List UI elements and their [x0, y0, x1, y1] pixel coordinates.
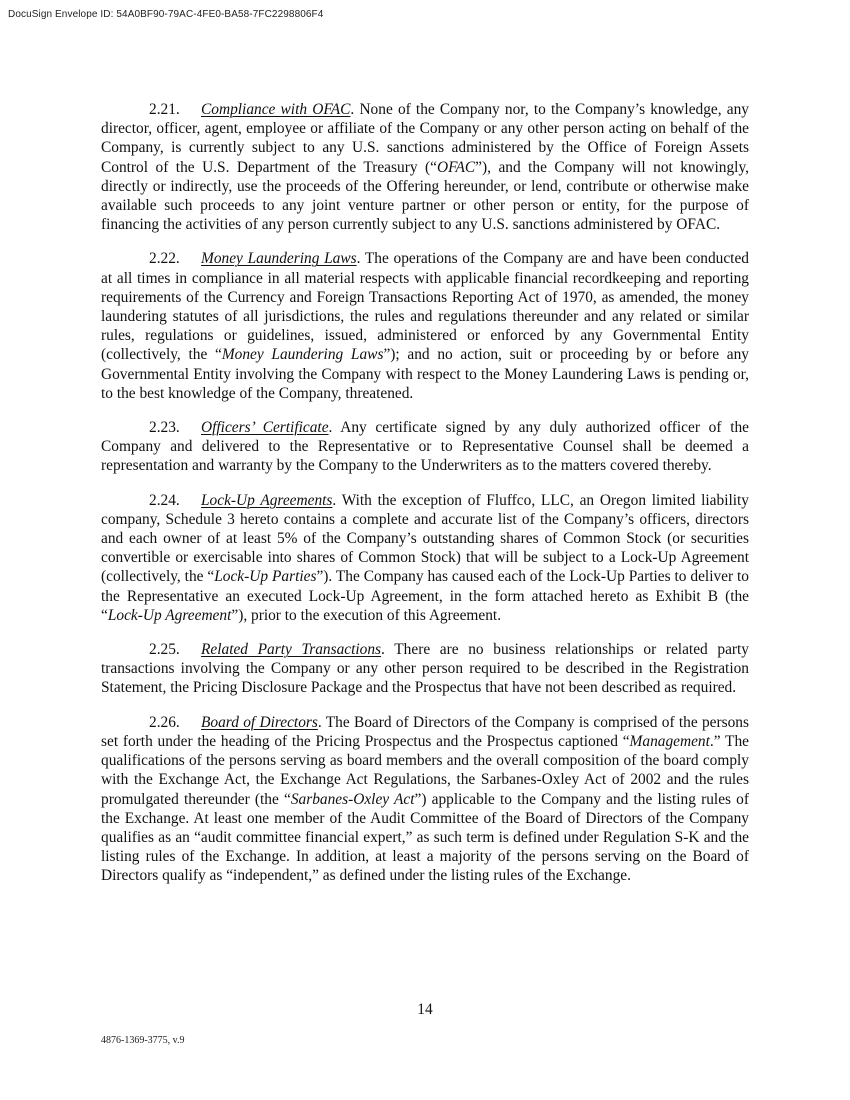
page-number: 14	[417, 1001, 433, 1018]
docusign-envelope-id: DocuSign Envelope ID: 54A0BF90-79AC-4FE0-BA58-7FC2298806F4	[8, 9, 324, 20]
section-2-26	[101, 713, 749, 886]
section-text: ”). The Company has caused each of the Lock-Up Parties to deliver to the Representative an executed Lock-Up Agreement, in the form attached hereto as Exhibit B (the “	[101, 568, 749, 624]
section-heading: Board of Directors	[201, 713, 318, 731]
section-text: . With the exception of Fluffco, LLC, an Oregon limited liability company, Schedule 3 hereto contains a complete and accurate list of the Company’s officers, directors and each owner of at least 5% of the Company’s outstanding shares of Common Stock (or securities convertible or exercisable into shares of Common Stock) that will be subject to a Lock-Up Agreement (collectively, the “	[101, 491, 749, 586]
section-text: . None of the Company nor, to the Company’s knowledge, any director, officer, agent, employee or affiliate of the Company or any other person acting on behalf of the Company, is currently subject to any U.S. sanctions administered by the Office of Foreign Assets Control of the U.S. Department of the Treasury (“	[101, 101, 749, 176]
section-text: . There are no business relationships or related party transactions involving the Company or any other person required to be described in the Registration Statement, the Pricing Disclosure Package and the Prospectus that have not been described as required.	[101, 641, 749, 697]
section-heading: Officers’ Certificate	[201, 419, 329, 437]
section-text: . The operations of the Company are and have been conducted at all times in compliance in all material respects with applicable financial recordkeeping and reporting requirements of the Currency and Foreign Transactions Reporting Act of 1970, as amended, the money laundering statutes of all jurisdictions, the rules and regulations thereunder and any related or similar rules, regulations or guidelines, issued, administered or enforced by any Governmental Entity (collectively, the “	[101, 250, 749, 364]
section-text: ”), and the Company will not knowingly, directly or indirectly, use the proceeds of the Offering hereunder, or lend, contribute or otherwise make available such proceeds to any joint venture partner or other person or entity, for the purpose of financing the activities of any person currently subject to any U.S. sanctions administered by OFAC.	[101, 158, 749, 234]
section-heading: Lock-Up Agreements	[201, 491, 333, 509]
section-2-25	[101, 640, 749, 698]
section-2-21	[101, 100, 749, 234]
section-heading: Related Party Transactions	[201, 641, 382, 659]
defined-term: Lock-Up Parties	[214, 568, 317, 586]
document-body	[101, 100, 749, 901]
section-heading: Money Laundering Laws	[201, 250, 357, 268]
section-heading: Compliance with OFAC	[201, 101, 351, 118]
section-number: 2.22.	[149, 250, 180, 268]
defined-term: Money Laundering Laws	[221, 346, 384, 364]
section-text: . The Board of Directors of the Company is comprised of the persons set forth under the heading of the Pricing Prospectus and the Prospectus captioned “	[101, 713, 749, 750]
section-text: ”); and no action, suit or proceeding by or before any Governmental Entity involving the Company with respect to the Money Laundering Laws is pending or, to the best knowledge of the Company, threatened.	[101, 346, 749, 402]
section-text: ”) applicable to the Company and the listing rules of the Exchange. At least one member of the Audit Committee of the Board of Directors of the Company qualifies as an “audit committee financial expert,” as such term is defined under Regulation S-K and the listing rules of the Exchange. In addition, at least a majority of the persons serving on the Board of Directors qualify as “independent,” as defined under the listing rules of the Exchange.	[101, 790, 749, 885]
section-number: 2.26.	[149, 713, 180, 731]
section-number: 2.21.	[149, 101, 180, 118]
document-id-footer: 4876-1369-3775, v.9	[101, 1035, 185, 1046]
section-text: ”), prior to the execution of this Agreement.	[231, 606, 502, 624]
section-number: 2.25.	[149, 641, 180, 659]
section-number: 2.23.	[149, 419, 180, 437]
section-2-22	[101, 249, 749, 403]
section-number: 2.24.	[149, 491, 180, 509]
defined-term: Lock-Up Agreement	[107, 606, 232, 624]
section-text: .” The qualifications of the persons serving as board members and the overall composition of the board comply with the Exchange Act, the Exchange Act Regulations, the Sarbanes-Oxley Act of 2002 and the rules promulgated thereunder (the “	[101, 732, 749, 808]
defined-term: Management	[629, 732, 710, 750]
section-text: . Any certificate signed by any duly authorized officer of the Company and delivered to the Representative or to Representative Counsel shall be deemed a representation and warranty by the Company to the Underwriters as to the matters covered thereby.	[101, 419, 749, 475]
defined-term: OFAC	[436, 158, 476, 176]
section-2-24	[101, 491, 749, 625]
defined-term: Sarbanes-Oxley Act	[290, 790, 415, 808]
section-2-23	[101, 418, 749, 476]
